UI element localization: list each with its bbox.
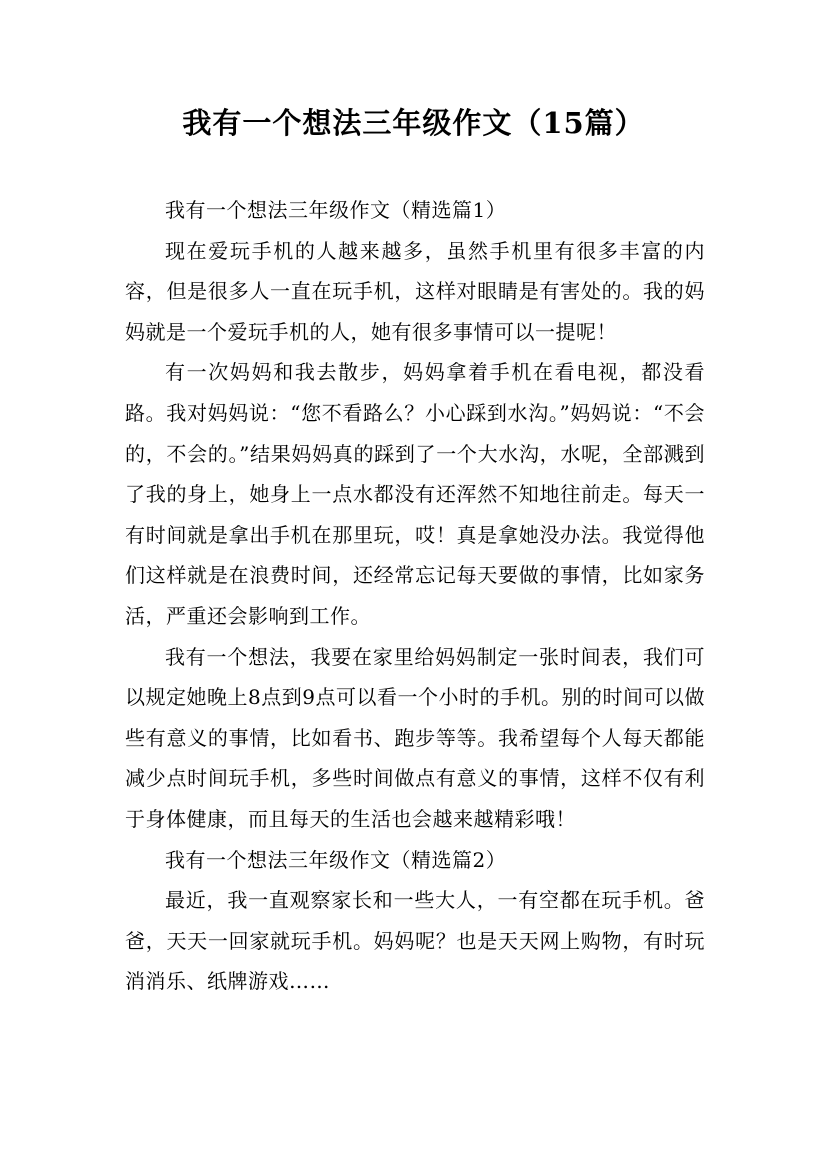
document-title: 我有一个想法三年级作文（15篇） bbox=[182, 106, 645, 140]
document-body bbox=[125, 190, 705, 1002]
paragraph: 最近，我一直观察家长和一些大人，一有空都在玩手机。爸爸，天天一回家就玩手机。妈妈呢？也是天天网上购物，有时玩消消乐、纸牌游戏…… bbox=[125, 888, 705, 994]
paragraph: 有一次妈妈和我去散步，妈妈拿着手机在看电视，都没看路。我对妈妈说：“您不看路么？小心踩到水沟。”妈妈说：“不会的，不会的。”结果妈妈真的踩到了一个大水沟，水呢，全部溅到了我的身上，她身上一点水都没有还浑然不知地往前走。每天一有时间就是拿出手机在那里玩，哎！真是拿她没办法。我觉得他们这样就是在浪费时间，还经常忘记每天要做的事情，比如家务活，严重还会影响到工作。 bbox=[125, 360, 705, 628]
section-heading-2: 我有一个想法三年级作文（精选篇2） bbox=[165, 847, 507, 872]
paragraph: 我有一个想法，我要在家里给妈妈制定一张时间表，我们可以规定她晚上8点到9点可以看一个小时的手机。别的时间可以做些有意义的事情，比如看书、跑步等等。我希望每个人每天都能减少点时间玩手机，多些时间做点有意义的事情，这样不仅有利于身体健康，而且每天的生活也会越来越精彩哦！ bbox=[125, 644, 705, 831]
section-heading-1: 我有一个想法三年级作文（精选篇1） bbox=[165, 198, 507, 222]
paragraph: 现在爱玩手机的人越来越多，虽然手机里有很多丰富的内容，但是很多人一直在玩手机，这样对眼睛是有害处的。我的妈妈就是一个爱玩手机的人，她有很多事情可以一提呢！ bbox=[125, 238, 705, 344]
